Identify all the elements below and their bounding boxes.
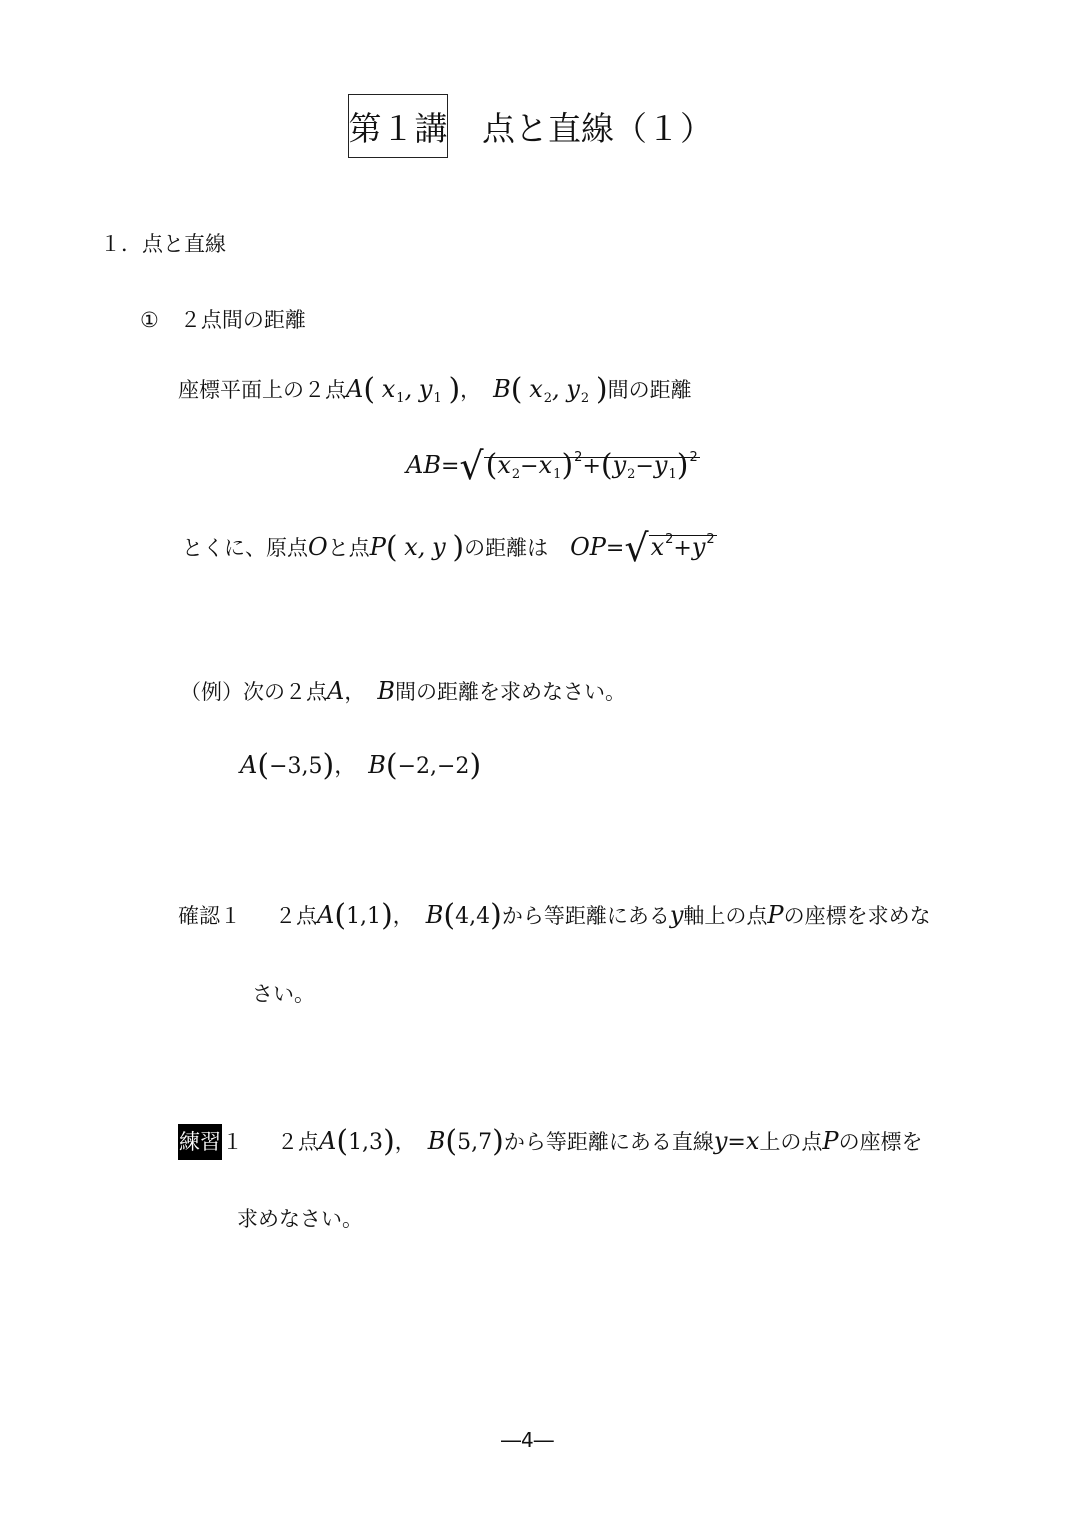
x1: $x_1$ — [381, 375, 405, 406]
practice1-line2: 求めなさい。 — [237, 1207, 363, 1231]
x2: $x_2$ — [529, 375, 553, 406]
op-radicand: $x^2+y^2$ — [650, 532, 715, 561]
page-title — [348, 93, 713, 159]
example-label: （例）次の２点 — [180, 680, 327, 704]
sqrt-symbol: √ — [459, 444, 484, 488]
practice1-line1: 練習１ ２点A(1,3)， B(5,7)から等距離にある直線y=x上の点Pの座標を — [179, 1124, 923, 1159]
point-b: B — [493, 375, 511, 403]
point-p: P — [369, 533, 386, 561]
example-prompt: （例）次の２点A， B間の距離を求めなさい。 — [180, 677, 626, 705]
section-heading: １．点と直線 — [100, 232, 226, 256]
y2: $y_2$ — [566, 375, 590, 406]
practice-highlight-label: 練習 — [178, 1124, 222, 1160]
lecture-label: 第１講 — [348, 108, 448, 148]
lecture-title: 点と直線（１） — [482, 108, 713, 148]
example-a-coords: −3,5 — [269, 754, 323, 779]
formula-lhs: AB — [406, 451, 441, 479]
point-a: A — [346, 375, 364, 403]
example-points: A(−3,5)， B(−2,−2) — [240, 748, 482, 783]
page-number: ―4― — [501, 1428, 554, 1452]
y1: $y_1$ — [418, 375, 442, 406]
distance-formula: $AB=√(x_2-x_1)^2+(y_2-y_1)^2$ — [406, 444, 698, 488]
check1-label: 確認１ — [178, 904, 241, 928]
origin-o: O — [308, 533, 328, 561]
lecture-label-box — [348, 94, 448, 158]
intro-text: 座標平面上の２点 — [178, 378, 346, 402]
subheading: ① ２点間の距離 — [140, 308, 306, 332]
check1-line1: 確認１ ２点A(1,1)， B(4,4)から等距離にあるy軸上の点Pの座標を求めな — [178, 898, 931, 933]
distance-intro-line: 座標平面上の２点A( $x_1$, $y_1$ )， B( $x_2$, $y_2$ )間の距離 — [178, 372, 692, 407]
between-text: 間の距離 — [607, 378, 692, 402]
example-b-coords: −2,−2 — [397, 754, 470, 779]
radicand: $(x_2-x_1)^2+(y_2-y_1)^2$ — [485, 448, 698, 483]
origin-distance-line: とくに、原点Oと点P( x, y )の距離は $OP=√x^2+y^2$ — [182, 526, 715, 570]
check1-line2: さい。 — [252, 982, 315, 1006]
op-lhs: OP — [570, 533, 606, 561]
